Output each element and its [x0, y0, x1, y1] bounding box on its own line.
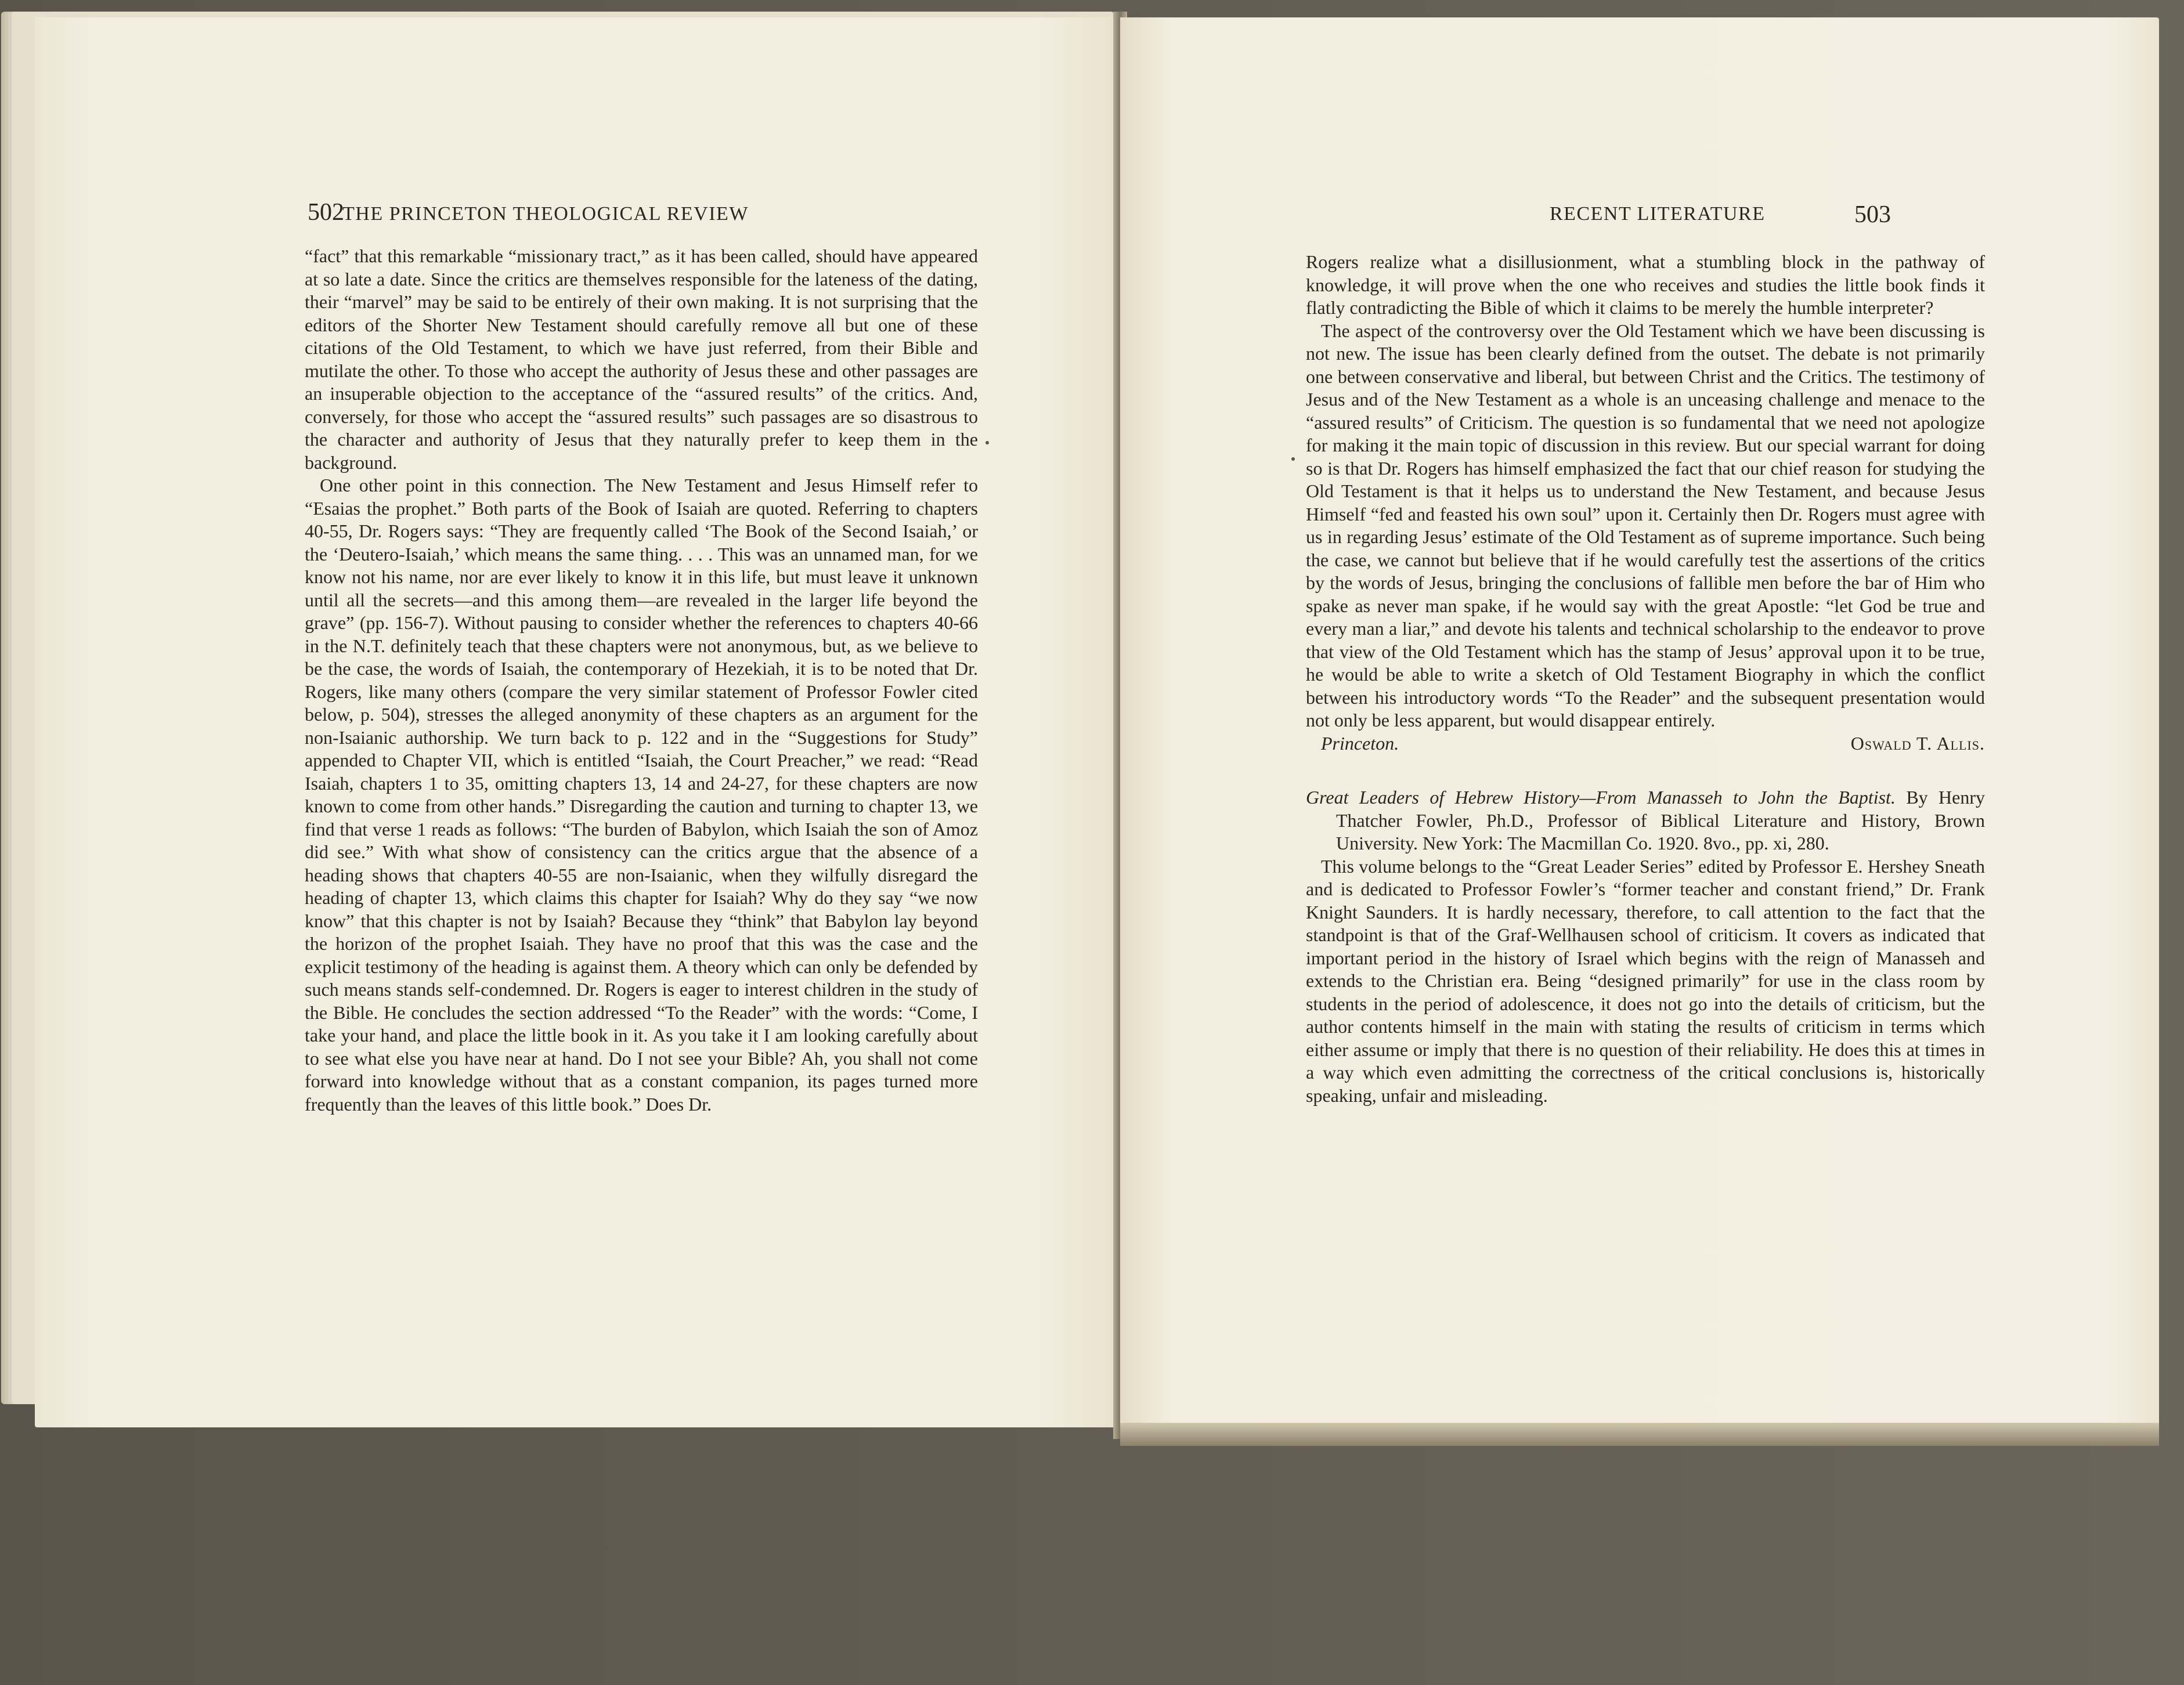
margin-mark [1291, 457, 1295, 461]
right-page [1120, 17, 2159, 1427]
review-byline: By Henry Thatcher Fowler, Ph.D., Professor of Biblical Literature and History, Brown University. New York: The Macmillan Co. 1920. 8vo., pp. xi, 280. [1336, 787, 1986, 854]
body-text [305, 245, 978, 1116]
paragraph: Rogers realize what a disillusionment, what a stumbling block in the pathway of knowledge, it will prove when the one who receives and studies the little book finds it flatly contradicting the Bible of which it claims to be merely the humble interpreter? [1306, 251, 1985, 318]
paragraph: “fact” that this remarkable “missionary tract,” as it has been called, should have appeared at so late a date. Since the critics are themselves responsible for the lateness of the dating, their “marvel” may be said to be entirely of their own making. It is not surprising that the editors of the Shorter New Testament should carefully remove all but one of these citations of the Old Testament, to which we have just referred, from their Bible and mutilate the other. To those who accept the authority of Jesus these and other passages are an insuperable objection to the acceptance of the “assured results” of the critics. And, conversely, for those who accept the “assured results” such passages are so disastrous to the character and authority of Jesus that they naturally prefer to keep them in the background. [305, 245, 978, 473]
page-number: 502 [308, 199, 344, 226]
body-text [1306, 251, 1985, 1107]
page-bottom-edge [1120, 1423, 2159, 1446]
signature-place: Princeton. [1321, 732, 1399, 754]
left-page [35, 17, 1120, 1427]
running-head: THE PRINCETON THEOLOGICAL REVIEW [342, 203, 749, 225]
paragraph: This volume belongs to the “Great Leader Series” edited by Professor E. Hershey Sneath and is dedicated to Professor Fowler’s “former teacher and constant friend,” Dr. Frank Knight Saunders. It is hardly necessary, therefore, to call attention to the fact that the standpoint is that of the Graf-Wellhausen school of criticism. It covers as indicated that important period in the history of Israel which begins with the reign of Manasseh and extends to the Christian era. Being “designed primarily” for use in the class room by students in the period of adolescence, it does not go into the details of criticism, but the author contents himself in the main with stating the results of criticism in terms which either assume or imply that there is no question of their reliability. He does this at times in a way which even admitting the correctness of the critical conclusions is, historically speaking, unfair and misleading. [1306, 855, 1985, 1106]
running-head: RECENT LITERATURE [1550, 203, 1766, 225]
review-heading [1306, 786, 1985, 855]
review-title: Great Leaders of Hebrew History—From Manasseh to John the Baptist. [1306, 787, 1896, 808]
paragraph: One other point in this connection. The New Testament and Jesus Himself refer to “Esaias the prophet.” Both parts of the Book of Isaiah are quoted. Referring to chapters 40-55, Dr. Rogers says: “They are frequently called ‘The Book of the Second Isaiah,’ or the ‘Deutero-Isaiah,’ which means the same thing. . . . This was an unnamed man, for we know not his name, nor are ever likely to know it in this life, but must leave it unknown until all the secrets—and this among them—are revealed in the larger life beyond the grave” (pp. 156-7). Without pausing to consider whether the references to chapters 40-66 in the N.T. definitely teach that these chapters were not anonymous, but, as we believe to be the case, the words of Isaiah, the contemporary of Hezekiah, it is to be noted that Dr. Rogers, like many others (compare the very similar statement of Professor Fowler cited below, p. 504), stresses the alleged anonymity of these chapters as an argument for the non-Isaianic authorship. We turn back to p. 122 and in the “Suggestions for Study” appended to Chapter VII, which is entitled “Isaiah, the Court Preacher,” we read: “Read Isaiah, chapters 1 to 35, omitting chapters 13, 14 and 24-27, for these chapters are now known to come from other hands.” Disregarding the caution and turning to chapter 13, we find that verse 1 reads as follows: “The burden of Babylon, which Isaiah the son of Amoz did see.” With what show of consistency can the critics argue that the absence of a heading shows that chapters 40-55 are non-Isaianic, when they wilfully disregard the heading of chapter 13, which claims this chapter for Isaiah? Why do they say “we now know” that this chapter is not by Isaiah? Because they “think” that Babylon lay beyond the horizon of the prophet Isaiah. They have no proof that this was the case and the explicit testimony of the heading is against them. A theory which can only be defended by such means stands self-condemned. Dr. Rogers is eager to interest children in the study of the Bible. He concludes the section addressed “To the Reader” with the words: “Come, I take your hand, and place the little book in it. As you take it I am looking carefully about to see what else you have near at hand. Do I not see your Bible? Ah, you shall not come forward into knowledge without that as a constant companion, its pages turned more frequently than the leaves of this little book.” Does Dr. [305, 475, 978, 1115]
signature [1321, 732, 1985, 755]
margin-mark [985, 441, 989, 444]
paragraph: The aspect of the controversy over the Old Testament which we have been discussing is not new. The issue has been clearly defined from the outset. The debate is not primarily one between conservative and liberal, but between Christ and the Critics. The testimony of Jesus and of the New Testament as a whole is an unceasing challenge and menace to the “assured results” of Criticism. The question is so fundamental that we need not apologize for making it the main topic of discussion in this review. But our special warrant for doing so is that Dr. Rogers has himself emphasized the fact that our chief reason for studying the Old Testament is that it helps us to understand the New Testament, and because Jesus Himself “fed and feasted his own soul” upon it. Certainly then Dr. Rogers must agree with us in regarding Jesus’ estimate of the Old Testament as of supreme importance. Such being the case, we cannot but believe that if he would carefully test the assertions of the critics by the words of Jesus, bringing the conclusions of fallible men before the bar of Him who spake as never man spake, if he would say with the great Apostle: “let God be true and every man a liar,” and devote his talents and technical scholarship to the endeavor to prove that view of the Old Testament which has the stamp of Jesus’ approval upon it to be true, he would be able to write a sketch of Old Testament Biography in which the conflict between his introductory words “To the Reader” and the subsequent presentation would not only be less apparent, but would disappear entirely. [1306, 320, 1985, 731]
page-number: 503 [1854, 201, 1891, 228]
signature-name: Oswald T. Allis. [1850, 732, 1985, 754]
